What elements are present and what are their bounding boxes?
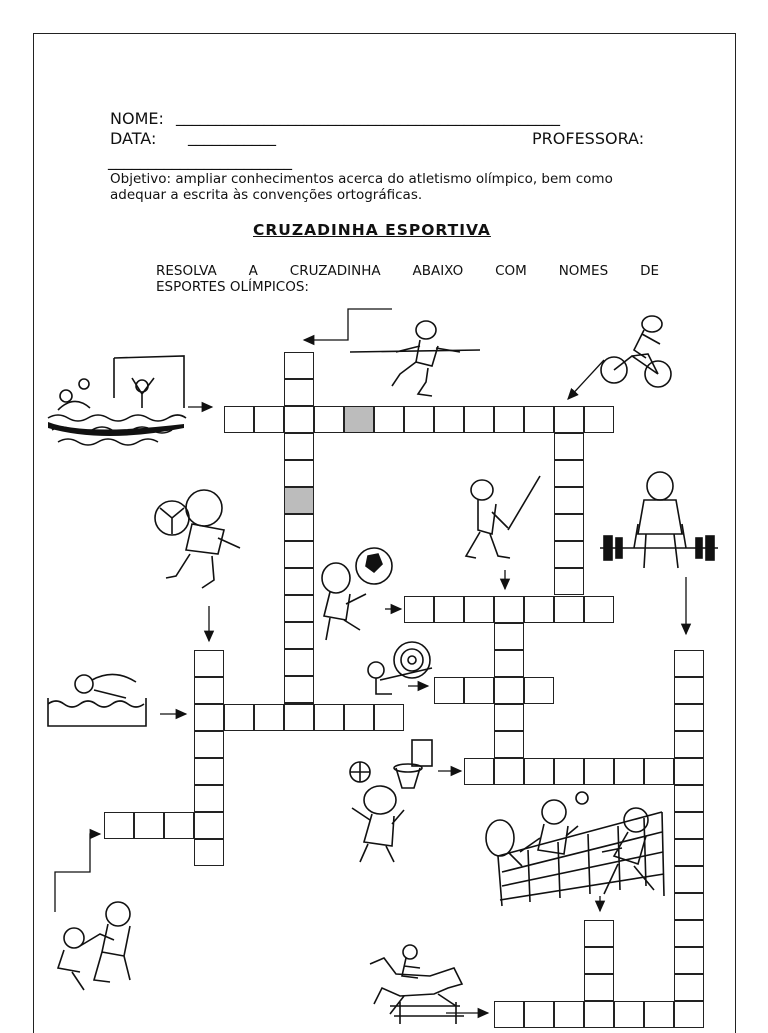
crossword-cell[interactable] <box>524 596 554 623</box>
crossword-cell[interactable] <box>284 433 314 460</box>
crossword-cell[interactable] <box>554 568 584 595</box>
crossword-cell[interactable] <box>134 812 164 839</box>
pole-vault-icon <box>350 316 482 404</box>
crossword-cell[interactable] <box>464 758 494 785</box>
crossword-cell[interactable] <box>284 676 314 703</box>
crossword-cell[interactable] <box>284 460 314 487</box>
crossword-cell[interactable] <box>554 758 584 785</box>
crossword-cell[interactable] <box>554 460 584 487</box>
worksheet-title: CRUZADINHA ESPORTIVA <box>253 221 491 239</box>
crossword-cell[interactable] <box>524 758 554 785</box>
crossword-cell[interactable] <box>674 731 704 758</box>
crossword-cell[interactable] <box>314 406 344 433</box>
crossword-cell[interactable] <box>584 758 614 785</box>
crossword-cell[interactable] <box>674 650 704 677</box>
instruction-word: NOMES <box>558 263 609 279</box>
instruction-word: RESOLVA <box>156 263 217 279</box>
crossword-cell[interactable] <box>494 623 524 650</box>
crossword-cell[interactable] <box>494 704 524 731</box>
crossword-cell[interactable] <box>284 704 314 731</box>
date-line[interactable]: ___________ <box>188 127 276 146</box>
crossword-cell[interactable] <box>554 596 584 623</box>
crossword-cell[interactable] <box>314 704 344 731</box>
crossword-cell[interactable] <box>674 893 704 920</box>
instruction-word: COM <box>495 263 527 279</box>
crossword-cell[interactable] <box>674 839 704 866</box>
crossword-cell[interactable] <box>644 758 674 785</box>
crossword-cell[interactable] <box>284 352 314 379</box>
crossword-cell[interactable] <box>284 622 314 649</box>
objective-line-1: Objetivo: ampliar conhecimentos acerca do atletismo olímpico, bem como <box>110 171 613 187</box>
instruction-word: ABAIXO <box>412 263 464 279</box>
instruction-word: CRUZADINHA <box>289 263 381 279</box>
crossword-cell[interactable] <box>554 433 584 460</box>
crossword-cell[interactable] <box>674 974 704 1001</box>
name-line[interactable]: ________________________________________________ <box>176 107 560 126</box>
crossword-cell[interactable] <box>494 677 524 704</box>
crossword-cell[interactable] <box>404 596 434 623</box>
basketball-icon <box>346 738 450 868</box>
crossword-cell[interactable] <box>614 758 644 785</box>
crossword-cell[interactable] <box>284 595 314 622</box>
crossword-cell[interactable] <box>194 650 224 677</box>
crossword-cell[interactable] <box>494 758 524 785</box>
crossword-cell[interactable] <box>674 866 704 893</box>
crossword-cell[interactable] <box>254 704 284 731</box>
name-label: NOME: <box>110 109 164 128</box>
equestrian-icon <box>360 944 468 1024</box>
crossword-cell[interactable] <box>524 677 554 704</box>
crossword-cell[interactable] <box>104 812 134 839</box>
teacher-label: PROFESSORA: <box>532 129 645 148</box>
handball-icon <box>152 484 252 600</box>
crossword-cell[interactable] <box>284 379 314 406</box>
crossword-cell[interactable] <box>224 406 254 433</box>
tennis-icon <box>478 786 668 910</box>
crossword-cell[interactable] <box>194 731 224 758</box>
crossword-cell[interactable] <box>434 677 464 704</box>
crossword-cell[interactable] <box>194 785 224 812</box>
crossword-cell[interactable] <box>554 487 584 514</box>
instruction-word: A <box>248 263 258 279</box>
crossword-cell[interactable] <box>494 650 524 677</box>
crossword-cell[interactable] <box>554 541 584 568</box>
crossword-cell-shaded[interactable] <box>344 406 374 433</box>
judo-icon <box>54 894 146 994</box>
crossword-cell[interactable] <box>194 839 224 866</box>
water-polo-icon <box>44 348 190 454</box>
crossword-cell[interactable] <box>284 514 314 541</box>
crossword-cell[interactable] <box>674 812 704 839</box>
date-label: DATA: <box>110 129 157 148</box>
teacher-line[interactable]: _______________________ <box>108 151 292 170</box>
crossword-cell[interactable] <box>494 406 524 433</box>
instruction-word: DE <box>640 263 659 279</box>
crossword-cell[interactable] <box>494 731 524 758</box>
weightlifting-icon <box>594 464 726 578</box>
fencing-icon <box>456 472 546 564</box>
crossword-cell-shaded[interactable] <box>284 487 314 514</box>
crossword-cell[interactable] <box>554 514 584 541</box>
objective-line-2: adequar a escrita às convenções ortográficas. <box>110 187 423 203</box>
crossword-cell[interactable] <box>584 974 614 1001</box>
crossword-cell[interactable] <box>224 704 254 731</box>
instructions-line-2: ESPORTES OLÍMPICOS: <box>156 279 309 295</box>
instructions-line-1 <box>156 264 659 279</box>
crossword-cell[interactable] <box>584 406 614 433</box>
crossword-cell[interactable] <box>374 704 404 731</box>
crossword-cell[interactable] <box>584 947 614 974</box>
crossword-cell[interactable] <box>284 649 314 676</box>
crossword-cell[interactable] <box>284 568 314 595</box>
crossword-cell[interactable] <box>194 704 224 731</box>
archery-icon <box>362 636 438 696</box>
crossword-cell[interactable] <box>674 947 704 974</box>
crossword-cell[interactable] <box>674 758 704 785</box>
crossword-cell[interactable] <box>674 920 704 947</box>
crossword-cell[interactable] <box>374 406 404 433</box>
crossword-cell[interactable] <box>254 406 284 433</box>
crossword-cell[interactable] <box>674 677 704 704</box>
crossword-cell[interactable] <box>434 406 464 433</box>
crossword-cell[interactable] <box>344 704 374 731</box>
crossword-cell[interactable] <box>524 406 554 433</box>
football-icon <box>316 544 396 644</box>
crossword-cell[interactable] <box>194 812 224 839</box>
crossword-cell[interactable] <box>464 677 494 704</box>
crossword-cell[interactable] <box>284 541 314 568</box>
crossword-cell[interactable] <box>284 406 314 433</box>
crossword-cell[interactable] <box>584 596 614 623</box>
crossword-cell[interactable] <box>464 596 494 623</box>
crossword-cell[interactable] <box>164 812 194 839</box>
crossword-cell[interactable] <box>674 704 704 731</box>
crossword-cell[interactable] <box>464 406 494 433</box>
crossword-cell[interactable] <box>404 406 434 433</box>
cycling-icon <box>598 312 678 400</box>
swimming-icon <box>44 668 148 730</box>
crossword-cell[interactable] <box>434 596 464 623</box>
crossword-cell[interactable] <box>194 677 224 704</box>
crossword-cell[interactable] <box>194 758 224 785</box>
crossword-cell[interactable] <box>554 406 584 433</box>
crossword-cell[interactable] <box>494 596 524 623</box>
crossword-cell[interactable] <box>584 920 614 947</box>
crossword-cell[interactable] <box>674 785 704 812</box>
